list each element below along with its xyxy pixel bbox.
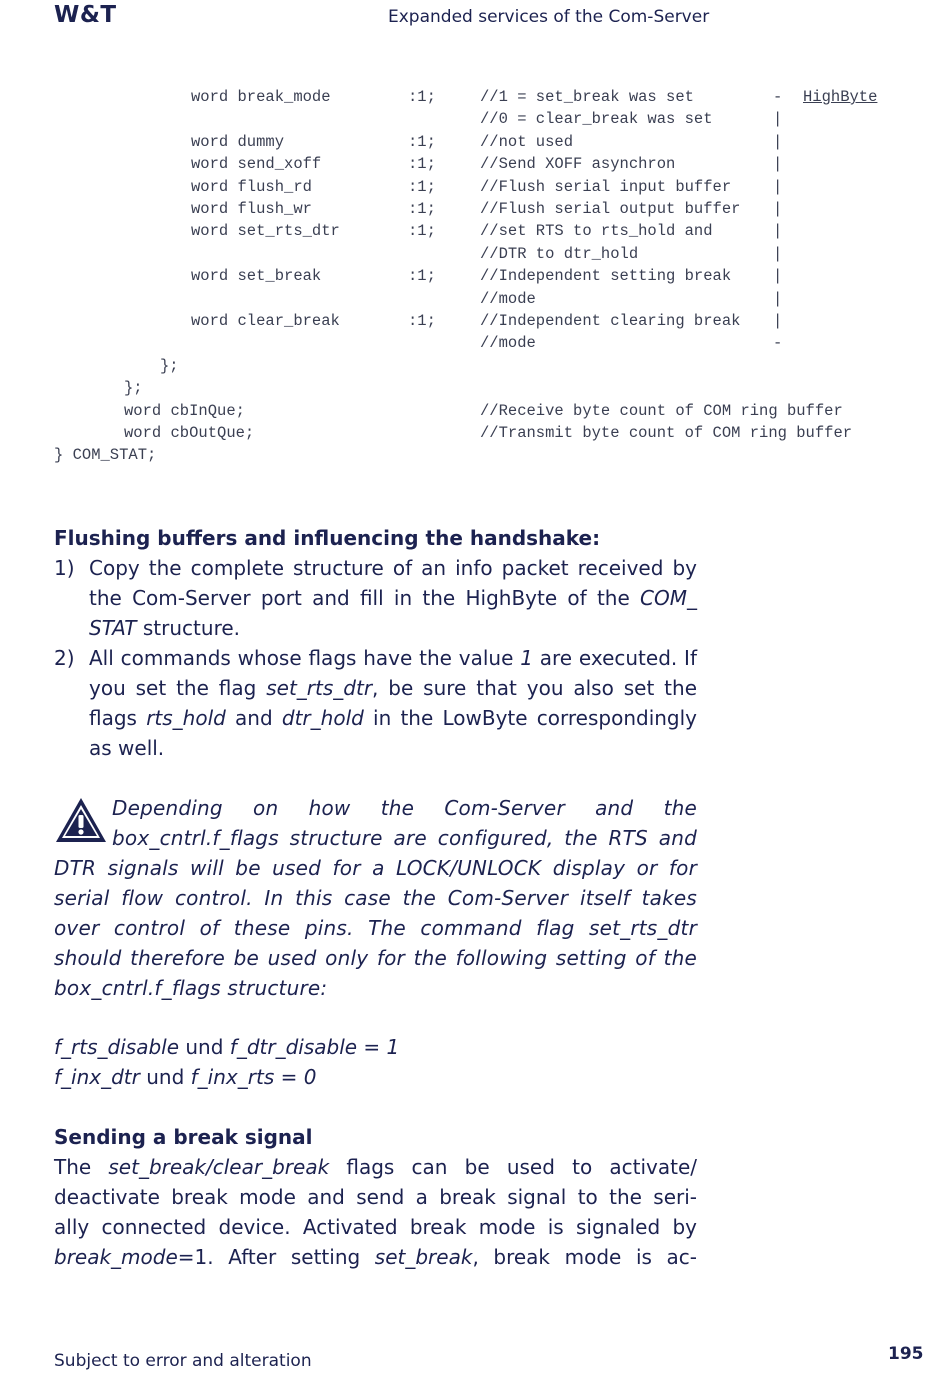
italic-span: f_dtr_disable = 1 xyxy=(229,1035,400,1059)
text-span: and xyxy=(225,706,282,730)
list-text xyxy=(89,553,697,643)
code-comment: //Transmit byte count of COM ring buffer xyxy=(480,424,853,442)
code-comment: //Send XOFF asynchron xyxy=(480,155,676,174)
warning-text: Depending on how the Com-Server and the box_cntrl.f_flags structure are configured, the RTS and DTR signals will be used for a LOCK/UNLOCK display or for serial flow control. In this case the Com-Server itself takes over control of these pins. The command flag set_rts_dtr should therefore be used only for the following setting of the box_cntrl.f_flags structure: xyxy=(54,796,697,1000)
code-declaration: word cbInQue; xyxy=(124,401,245,420)
code-bitfield: :1; xyxy=(408,200,436,218)
text-span: structure. xyxy=(136,616,241,640)
code-bitfield: :1; xyxy=(408,132,436,151)
running-title: Expanded services of the Com-Server xyxy=(388,7,710,27)
code-bracket-mark: | xyxy=(773,312,783,330)
text-span: Copy the complete structure of an info packet received by the Com-Server port and fill in the HighByte of the xyxy=(89,556,697,610)
italic-span: f_rts_disable xyxy=(54,1035,180,1059)
code-bracket-mark: | xyxy=(773,244,783,263)
italic-span: set_break xyxy=(374,1245,473,1269)
text-span: All commands whose flags have the value xyxy=(89,646,521,670)
warning-note xyxy=(54,793,697,1003)
code-comment: //Independent clearing break xyxy=(480,312,741,330)
code-bitfield: :1; xyxy=(408,177,436,196)
code-bracket-mark: | xyxy=(773,289,783,308)
code-bracket-mark: | xyxy=(773,155,783,174)
section-heading-break: Sending a break signal xyxy=(54,1125,313,1149)
footer-disclaimer: Subject to error and alteration xyxy=(54,1351,312,1371)
paragraph-line: deactivate break mode and send a break signal to the seri- xyxy=(54,1185,697,1209)
code-brace: }; xyxy=(160,356,179,375)
code-bracket-mark: | xyxy=(773,177,783,196)
code-bitfield: :1; xyxy=(408,267,436,286)
italic-span: COM_ STAT xyxy=(89,586,697,640)
text-span: und xyxy=(139,1065,191,1089)
page-number: 195 xyxy=(888,1344,924,1364)
code-bracket-mark: | xyxy=(773,132,783,151)
list-number: 1) xyxy=(54,556,75,580)
paragraph-line xyxy=(54,1152,697,1182)
list-item-2 xyxy=(54,643,697,763)
italic-span: f_inx_dtr xyxy=(54,1065,140,1089)
code-comment: //0 = clear_break was set xyxy=(480,110,713,129)
code-declaration: word cbOutQue; xyxy=(124,424,255,442)
text-span: und xyxy=(179,1035,230,1059)
code-brace: } COM_STAT; xyxy=(54,446,157,465)
brand-logo: W&T xyxy=(54,2,117,28)
code-declaration: word flush_rd xyxy=(191,177,312,196)
code-declaration: word dummy xyxy=(191,132,285,151)
code-declaration: word send_xoff xyxy=(191,155,322,174)
icon-spacer xyxy=(54,793,112,841)
code-declaration: word clear_break xyxy=(191,312,340,330)
code-comment: //Flush serial output buffer xyxy=(480,200,741,218)
code-bracket-mark: | xyxy=(773,110,783,129)
code-declaration: word set_break xyxy=(191,267,322,286)
setting-line-1 xyxy=(54,1032,697,1062)
text-span: =1. After setting xyxy=(177,1245,375,1269)
italic-span: rts_hold xyxy=(146,706,226,730)
code-bracket-mark: - xyxy=(773,334,783,353)
text-span: flags can be used to activate/ xyxy=(329,1155,697,1179)
code-declaration: word break_mode xyxy=(191,88,331,106)
text-span: are executed. If you set the flag xyxy=(89,646,697,700)
code-brace: }; xyxy=(124,379,143,398)
italic-span: set_break/clear_break xyxy=(108,1155,330,1179)
text-span: The xyxy=(54,1155,109,1179)
italic-span: 1 xyxy=(520,646,533,670)
list-item-1 xyxy=(54,553,697,643)
text-span: , break mode is ac- xyxy=(472,1245,697,1269)
code-bracket-mark: | xyxy=(773,267,783,286)
list-text xyxy=(89,643,697,763)
code-bitfield: :1; xyxy=(408,155,436,174)
italic-span: break_mode xyxy=(54,1245,178,1269)
paragraph-line: ally connected device. Activated break mode is signaled by xyxy=(54,1215,697,1239)
code-declaration: word flush_wr xyxy=(191,200,312,218)
list-number: 2) xyxy=(54,646,75,670)
code-bracket-mark: - xyxy=(773,88,783,106)
italic-span: dtr_hold xyxy=(281,706,364,730)
code-comment: //set RTS to rts_hold and xyxy=(480,222,713,241)
setting-line-2 xyxy=(54,1062,697,1092)
code-comment: //Flush serial input buffer xyxy=(480,177,732,196)
code-comment: //Receive byte count of COM ring buffer xyxy=(480,401,843,420)
italic-span: set_rts_dtr xyxy=(266,676,373,700)
code-comment: //mode xyxy=(480,289,536,308)
code-bitfield: :1; xyxy=(408,222,436,241)
code-bracket-mark: | xyxy=(773,200,783,218)
code-bitfield: :1; xyxy=(408,312,436,330)
text-span: , be sure that you also set the flags xyxy=(89,676,697,730)
italic-span: f_inx_rts = 0 xyxy=(190,1065,317,1089)
code-bitfield: :1; xyxy=(408,88,436,106)
section-heading-flushing: Flushing buffers and influencing the handshake: xyxy=(54,526,601,550)
code-comment: //Independent setting break xyxy=(480,267,732,286)
paragraph-line xyxy=(54,1242,697,1272)
code-comment: //not used xyxy=(480,132,574,151)
code-comment: //DTR to dtr_hold xyxy=(480,244,639,263)
code-comment: //mode xyxy=(480,334,536,353)
code-comment: //1 = set_break was set xyxy=(480,88,694,106)
code-declaration: word set_rts_dtr xyxy=(191,222,340,241)
text-span: in the LowByte correspondingly as well. xyxy=(89,706,698,760)
code-highbyte-label: HighByte xyxy=(803,88,878,106)
code-bracket-mark: | xyxy=(773,222,783,241)
